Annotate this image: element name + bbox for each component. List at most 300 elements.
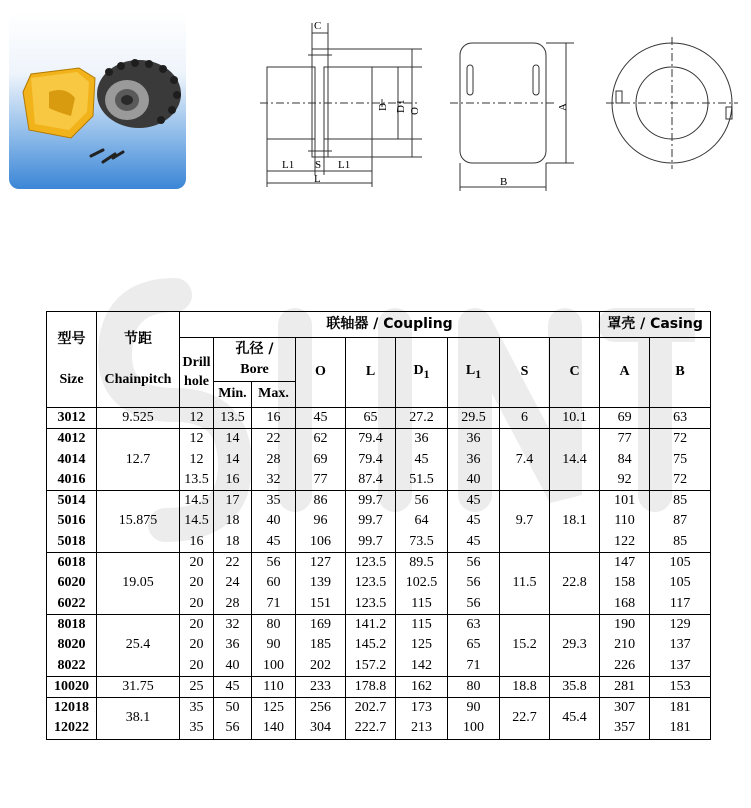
model-size-header [47,312,97,408]
l-cell-value: 141.2 [354,616,387,632]
o-cell [296,408,346,429]
l1-cell-value: 36 [466,431,481,447]
d1-cell-value: 64 [414,513,429,529]
l-cell [346,614,396,676]
bore-min-cell-value: 24 [225,575,240,591]
o-cell-value: 69 [313,451,328,467]
b-cell [650,553,711,615]
dim-label-d1: D1 [395,99,407,113]
b-cell-value: 117 [669,595,691,611]
a-cell-value: 122 [614,533,636,549]
l-cell [346,429,396,491]
s-cell: 15.2 [500,614,550,676]
size-cell-value: 5018 [57,533,86,549]
dim-label-d: D [377,103,389,111]
pitch-cell: 15.875 [97,491,180,553]
s-cell: 9.7 [500,491,550,553]
dim-label-l1-right: L1 [338,159,351,171]
bore-max-cell [252,614,296,676]
a-cell-value: 110 [614,513,635,529]
drill-hole-cell-value: 20 [189,616,204,632]
d1-cell-value: 115 [411,616,432,632]
b-cell [650,491,711,553]
l1-cell [448,614,500,676]
pitch-cell: 9.525 [97,408,180,429]
s-cell: 6 [500,408,550,429]
o-cell-value: 202 [310,657,331,673]
l-cell [346,676,396,697]
b-cell-value: 137 [669,657,691,673]
l-cell [346,553,396,615]
l1-cell-value: 56 [466,595,481,611]
size-cell-value: 12018 [54,700,89,716]
b-cell-value: 87 [673,513,688,529]
l1-cell-value: 56 [466,575,481,591]
table-row [47,614,711,676]
c-cell: 18.1 [550,491,600,553]
l-cell-value: 145.2 [354,637,387,653]
bore-max-cell [252,429,296,491]
drill-hole-header: Drill hole [180,338,214,408]
size-cell [47,553,97,615]
size-cell [47,491,97,553]
drill-hole-cell-value: 20 [189,555,204,571]
l1-cell-value: 45 [466,493,481,509]
bore-min-cell-value: 13.5 [220,410,245,425]
casing-view-drawing [450,43,574,191]
a-cell-value: 226 [614,657,636,673]
o-cell [296,698,346,740]
bore-max-cell-value: 90 [266,637,281,653]
d1-header [396,338,448,408]
d1-cell-value: 142 [411,657,432,673]
l1-cell-value: 40 [466,471,481,487]
d1-cell-value: 45 [414,451,429,467]
l-cell-value: 99.7 [358,513,383,529]
l-cell [346,408,396,429]
l-cell-value: 123.5 [354,595,387,611]
s-cell: 18.8 [500,676,550,697]
o-cell-value: 106 [310,533,331,549]
size-cell-value: 8018 [57,616,86,632]
drill-hole-cell-value: 12 [189,431,204,447]
size-label: Size [59,371,84,387]
l-cell-value: 65 [363,410,378,425]
bore-cn-label: 孔径 / [235,341,274,358]
l1-cell [448,429,500,491]
bore-max-cell-value: 60 [266,575,281,591]
d1-cell-value: 213 [411,720,432,736]
drill-hole-cell-value: 13.5 [184,471,209,487]
bore-min-cell [214,491,252,553]
o-cell-value: 169 [310,616,331,632]
l1-cell-value: 29.5 [461,410,486,425]
bore-min-cell-value: 17 [225,493,240,509]
size-cell-value: 6022 [57,595,86,611]
a-header: A [600,338,650,408]
size-cell-value: 10020 [54,678,89,694]
bore-max-cell-value: 110 [263,678,284,694]
bore-max-cell-value: 45 [266,533,281,549]
drill-hole-cell [180,698,214,740]
bore-min-cell-value: 36 [225,637,240,653]
bore-max-cell-value: 140 [263,720,284,736]
l-header: L [346,338,396,408]
b-cell-value: 181 [669,720,691,736]
bore-max-cell-value: 16 [266,410,281,425]
size-cell-value: 12022 [54,720,89,736]
l1-header [448,338,500,408]
pitch-cell: 38.1 [97,698,180,740]
o-cell-value: 77 [313,471,328,487]
drill-hole-cell-value: 20 [189,575,204,591]
bore-max-cell-value: 125 [263,700,284,716]
a-cell-value: 190 [614,616,636,632]
b-cell [650,429,711,491]
c-cell: 10.1 [550,408,600,429]
bore-max-cell-value: 22 [266,431,281,447]
o-cell-value: 45 [313,410,328,425]
d1-header-base: D [413,363,424,379]
drill-hole-cell [180,491,214,553]
drill-hole-cell [180,429,214,491]
l-cell-value: 123.5 [354,555,387,571]
pitch-en-label: Chainpitch [104,371,172,387]
l-cell [346,491,396,553]
b-cell-value: 85 [673,533,688,549]
a-cell-value: 307 [614,700,636,716]
size-cell-value: 6020 [57,575,86,591]
drill-hole-cell-value: 25 [189,678,204,694]
a-cell-value: 101 [614,493,636,509]
s-cell: 11.5 [500,553,550,615]
bore-min-cell-value: 50 [225,700,240,716]
o-cell [296,614,346,676]
table-row [47,676,711,697]
a-cell-value: 210 [614,637,636,653]
dim-label-c: C [314,20,322,32]
l-cell-value: 79.4 [358,451,383,467]
chainpitch-header [97,312,180,408]
a-cell [600,553,650,615]
bore-min-cell-value: 18 [225,513,240,529]
a-cell [600,698,650,740]
l1-cell-value: 71 [466,657,481,673]
size-cell-value: 4012 [57,431,86,447]
coupling-group-header: 联轴器 / Coupling [180,312,600,338]
l1-cell-value: 63 [466,616,481,632]
table-row [47,698,711,740]
a-cell-value: 77 [617,431,632,447]
bore-max-cell [252,408,296,429]
size-cell-value: 8022 [57,657,86,673]
bore-min-cell [214,429,252,491]
bore-min-cell [214,614,252,676]
bore-min-cell [214,698,252,740]
b-cell-value: 63 [673,410,688,425]
dim-label-l: L [314,173,321,185]
o-cell-value: 139 [310,575,331,591]
a-cell-value: 84 [617,451,632,467]
pitch-cell: 31.75 [97,676,180,697]
l-cell-value: 222.7 [354,720,387,736]
l-cell-value: 99.7 [358,493,383,509]
table-row [47,553,711,615]
size-cell-value: 8020 [57,637,86,653]
bore-max-cell [252,491,296,553]
a-cell-value: 158 [614,575,636,591]
drill-hole-cell [180,553,214,615]
bore-min-cell-value: 45 [225,678,240,694]
a-cell [600,408,650,429]
a-cell-value: 147 [614,555,636,571]
o-cell-value: 304 [310,720,331,736]
l1-cell [448,676,500,697]
c-cell: 29.3 [550,614,600,676]
bore-min-cell-value: 28 [225,595,240,611]
spec-table-body [47,408,711,740]
a-cell [600,429,650,491]
o-cell-value: 127 [310,555,331,571]
size-cell [47,676,97,697]
b-cell-value: 72 [673,471,688,487]
bore-max-cell-value: 100 [263,657,284,673]
l1-cell-value: 100 [463,720,484,736]
l1-cell [448,491,500,553]
bore-max-cell-value: 35 [266,493,281,509]
o-cell-value: 185 [310,637,331,653]
b-cell-value: 72 [673,431,688,447]
size-cell [47,698,97,740]
drill-hole-cell-value: 16 [189,533,204,549]
bore-min-header: Min. [214,382,252,408]
d1-cell-value: 51.5 [409,471,434,487]
header-row-1 [47,312,711,338]
d1-cell-value: 162 [411,678,432,694]
size-cell-value: 6018 [57,555,86,571]
size-cell-value: 4016 [57,471,86,487]
bore-max-cell-value: 56 [266,555,281,571]
dim-label-l1-left: L1 [282,159,295,171]
d1-cell-value: 36 [414,431,429,447]
bore-min-cell-value: 18 [225,533,240,549]
bore-min-cell [214,553,252,615]
o-header: O [296,338,346,408]
bore-min-cell-value: 40 [225,657,240,673]
o-cell-value: 151 [310,595,331,611]
o-cell [296,553,346,615]
drill-hole-cell-value: 35 [189,720,204,736]
d1-cell [396,553,448,615]
a-cell-value: 357 [614,720,636,736]
bore-min-cell-value: 16 [225,471,240,487]
l-cell-value: 157.2 [354,657,387,673]
drill-hole-cell [180,614,214,676]
l1-cell-value: 45 [466,533,481,549]
d1-cell-value: 173 [411,700,432,716]
a-cell-value: 168 [614,595,636,611]
s-cell: 22.7 [500,698,550,740]
drill-hole-cell [180,676,214,697]
c-cell: 45.4 [550,698,600,740]
bore-max-cell-value: 32 [266,471,281,487]
l1-cell [448,553,500,615]
bore-max-header: Max. [252,382,296,408]
l1-cell [448,408,500,429]
l1-cell-value: 90 [466,700,481,716]
d1-cell [396,429,448,491]
size-cell [47,408,97,429]
dim-label-o: O [409,107,421,115]
b-cell-value: 85 [673,493,688,509]
bore-max-cell [252,676,296,697]
b-cell [650,676,711,697]
pitch-cell: 12.7 [97,429,180,491]
d1-cell-value: 27.2 [409,410,434,425]
dim-label-s: S [315,159,322,171]
drill-hole-cell-value: 20 [189,595,204,611]
size-cell-value: 4014 [57,451,86,467]
l-cell-value: 178.8 [354,678,387,694]
d1-cell-value: 56 [414,493,429,509]
size-cell-value: 3012 [57,410,86,425]
bore-en-label: Bore [240,361,269,377]
l-cell-value: 202.7 [354,700,387,716]
o-cell [296,676,346,697]
c-cell: 22.8 [550,553,600,615]
bore-max-cell-value: 71 [266,595,281,611]
d1-cell [396,408,448,429]
l1-cell-value: 80 [466,678,481,694]
l1-cell-value: 45 [466,513,481,529]
bore-min-cell-value: 56 [225,720,240,736]
dim-label-b: B [500,176,508,188]
table-row [47,491,711,553]
c-cell: 14.4 [550,429,600,491]
technical-drawings [250,15,745,195]
d1-cell-value: 115 [411,595,432,611]
drill-hole-cell-value: 14.5 [184,493,209,509]
drill-hole-cell-value: 20 [189,657,204,673]
bore-header [214,338,296,382]
d1-cell-value: 102.5 [405,575,438,591]
l1-cell [448,698,500,740]
drill-hole-cell [180,408,214,429]
bore-max-cell-value: 80 [266,616,281,632]
d1-cell [396,698,448,740]
b-cell-value: 75 [673,451,688,467]
d1-cell [396,676,448,697]
l-cell-value: 123.5 [354,575,387,591]
casing-group-header: 罩壳 / Casing [600,312,711,338]
l1-header-base: L [465,363,476,379]
bore-min-cell [214,676,252,697]
bore-max-cell [252,698,296,740]
c-cell: 35.8 [550,676,600,697]
d1-cell [396,491,448,553]
o-cell-value: 96 [313,513,328,529]
o-cell-value: 256 [310,700,331,716]
b-cell-value: 137 [669,637,691,653]
b-cell [650,408,711,429]
a-cell [600,614,650,676]
size-cell [47,614,97,676]
l-cell-value: 87.4 [358,471,383,487]
a-cell [600,491,650,553]
s-cell: 7.4 [500,429,550,491]
b-cell-value: 105 [669,555,691,571]
d1-cell [396,614,448,676]
d1-header-sub: 1 [423,367,430,381]
d1-cell-value: 89.5 [409,555,434,571]
b-cell-value: 129 [669,616,691,632]
bore-max-cell-value: 28 [266,451,281,467]
pitch-cell: 19.05 [97,553,180,615]
o-cell [296,491,346,553]
size-cell [47,429,97,491]
o-cell-value: 86 [313,493,328,509]
drill-hole-cell-value: 14.5 [184,513,209,529]
bore-min-cell [214,408,252,429]
o-cell [296,429,346,491]
o-cell-value: 62 [313,431,328,447]
drill-hole-cell-value: 12 [189,451,204,467]
b-cell-value: 105 [669,575,691,591]
table-row [47,408,711,429]
d1-cell-value: 73.5 [409,533,434,549]
drill-hole-cell-value: 20 [189,637,204,653]
a-cell-value: 92 [617,471,632,487]
a-cell-value: 69 [617,410,632,425]
l1-cell-value: 56 [466,555,481,571]
model-cn-label: 型号 [57,331,86,348]
bore-max-cell [252,553,296,615]
a-cell-value: 281 [614,678,636,694]
bore-min-cell-value: 14 [225,451,240,467]
product-photo [9,12,186,189]
b-cell [650,614,711,676]
pitch-cn-label: 节距 [124,331,152,348]
b-cell-value: 153 [669,678,691,694]
l1-cell-value: 65 [466,637,481,653]
bore-min-cell-value: 14 [225,431,240,447]
b-cell [650,698,711,740]
table-row [47,429,711,491]
d1-cell-value: 125 [411,637,432,653]
bore-min-cell-value: 32 [225,616,240,632]
dim-label-a: A [557,103,569,111]
bore-max-cell-value: 40 [266,513,281,529]
bore-min-cell-value: 22 [225,555,240,571]
c-header: C [550,338,600,408]
l-cell [346,698,396,740]
l1-cell-value: 36 [466,451,481,467]
a-cell [600,676,650,697]
drill-hole-cell-value: 35 [189,700,204,716]
l1-header-sub: 1 [475,367,482,381]
coupling-spec-table [46,311,711,740]
pitch-cell: 25.4 [97,614,180,676]
size-cell-value: 5016 [57,513,86,529]
drill-hole-cell-value: 12 [189,410,204,425]
size-cell-value: 5014 [57,493,86,509]
l-cell-value: 99.7 [358,533,383,549]
end-view-drawing [606,37,738,169]
s-header: S [500,338,550,408]
l-cell-value: 79.4 [358,431,383,447]
b-cell-value: 181 [669,700,691,716]
o-cell-value: 233 [310,678,331,694]
